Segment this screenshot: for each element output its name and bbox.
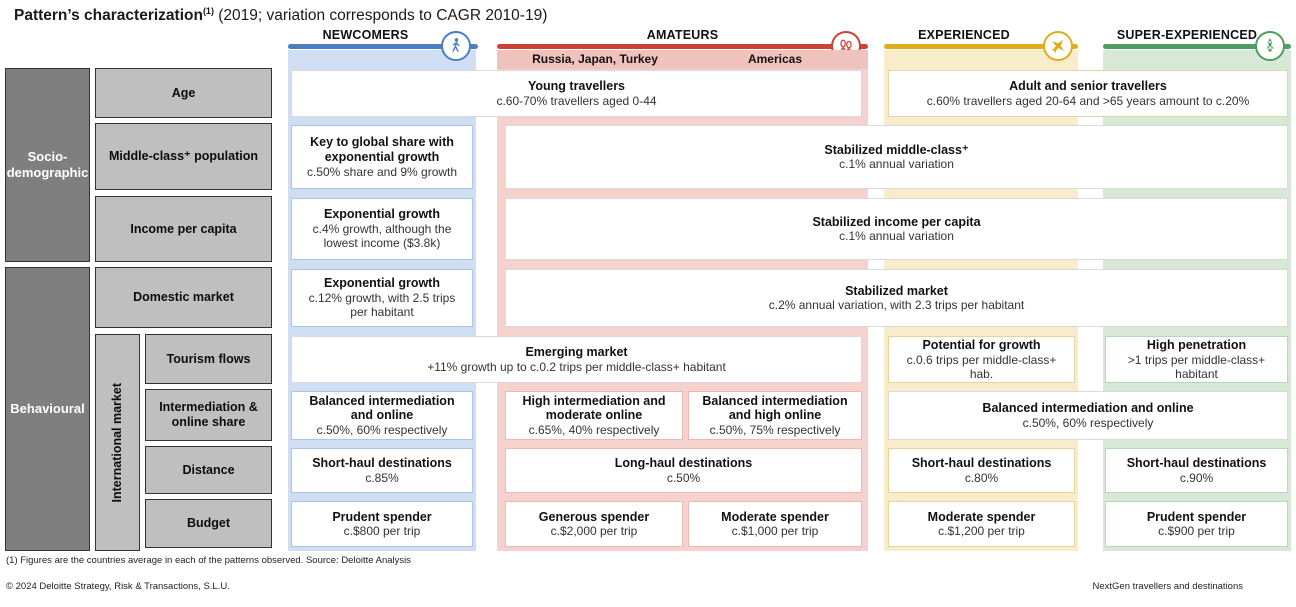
cell-tourism-newcomers-amateurs [291, 336, 862, 383]
cell-sub: c.$1,200 per trip [938, 524, 1025, 539]
cell-title: Short-haul destinations [1126, 456, 1267, 471]
column-header-newcomers: NEWCOMERS [322, 28, 409, 42]
cell-title: Moderate spender [721, 509, 829, 524]
row-label-income-per-capita: Income per capita [95, 196, 272, 262]
row-label-international-market [95, 334, 140, 551]
cell-income-newcomers [291, 198, 473, 260]
cell-intermediation-experienced-super [888, 391, 1288, 440]
cell-sub: c.1% annual variation [839, 229, 954, 244]
row-group-behavioural: Behavioural [5, 267, 90, 551]
cell-sub: c.2% annual variation, with 2.3 trips per habitant [768, 298, 1025, 313]
cell-sub: c.80% [964, 470, 999, 485]
cell-age-newcomers-amateurs [291, 70, 862, 117]
cell-title: Young travellers [527, 79, 626, 94]
title-main: Pattern’s characterization [14, 7, 203, 25]
row-label-budget: Budget [145, 499, 272, 548]
cell-title: Short-haul destinations [312, 456, 452, 471]
rocket-icon [1255, 31, 1285, 61]
cell-title: Exponential growth [324, 276, 440, 291]
cell-sub: c.50% [666, 470, 701, 485]
row-label-domestic-market: Domestic market [95, 267, 272, 328]
cell-title: Generous spender [538, 509, 650, 524]
cell-title: Exponential growth [324, 207, 440, 222]
cell-intermediation-newcomers [291, 391, 473, 440]
amateurs-subgroup-russia-japan-turkey: Russia, Japan, Turkey [532, 52, 658, 66]
cell-sub: c.$2,000 per trip [550, 524, 638, 539]
cell-sub: c.65%, 40% respectively [528, 423, 660, 438]
cell-title: Balanced intermediation and online [309, 393, 455, 423]
cell-title: High penetration [1146, 337, 1247, 352]
cell-distance-amateurs [505, 448, 862, 493]
column-header-amateurs: AMATEURS [646, 28, 719, 42]
footer-report-title: NextGen travellers and destinations [1092, 581, 1243, 592]
cell-title: Stabilized income per capita [812, 214, 981, 229]
row-label-tourism-flows: Tourism flows [145, 334, 272, 384]
international-market-vertical-text: International market [110, 382, 124, 503]
cell-sub: c.$1,000 per trip [731, 524, 819, 539]
row-label-distance: Distance [145, 446, 272, 494]
row-label-age: Age [95, 68, 272, 118]
cell-budget-amateurs-rjt [505, 501, 683, 547]
cell-title: Stabilized market [845, 283, 948, 298]
cell-budget-super [1105, 501, 1288, 547]
cell-title: Key to global share with exponential growth [310, 135, 454, 164]
cell-budget-newcomers [291, 501, 473, 547]
cell-sub: c.50% share and 9% growth [306, 164, 458, 179]
cell-title: Emerging market [525, 345, 628, 360]
cell-tourism-experienced [888, 336, 1075, 383]
cell-title: Balanced intermediation and online [982, 401, 1194, 416]
cell-sub: c.85% [365, 470, 399, 485]
walker-icon [441, 31, 471, 61]
cell-middleclass-rest [505, 125, 1288, 189]
cell-budget-amateurs-americas [688, 501, 862, 547]
footnote: (1) Figures are the countries average in each of the patterns observed. Source: Deloitte Analysis [6, 555, 412, 566]
cell-title: Prudent spender [1146, 509, 1247, 524]
cell-sub: c.12% growth, with 2.5 trips per habitant [308, 291, 456, 320]
plane-icon [1043, 31, 1073, 61]
column-header-experienced: EXPERIENCED [918, 28, 1010, 42]
cell-title: Adult and senior travellers [1009, 79, 1167, 94]
cell-title: Potential for growth [922, 337, 1041, 352]
cell-sub: c.50%, 60% respectively [1022, 415, 1154, 430]
cell-sub: c.60-70% travellers aged 0-44 [496, 93, 657, 108]
cell-title: Prudent spender [332, 509, 432, 524]
cell-distance-super [1105, 448, 1288, 493]
cell-domestic-rest [505, 269, 1288, 327]
cell-distance-newcomers [291, 448, 473, 493]
cell-age-experienced-super [888, 70, 1288, 117]
footer-copyright: © 2024 Deloitte Strategy, Risk & Transactions, S.L.U. [6, 581, 230, 592]
cell-sub: c.60% travellers aged 20-64 and >65 years amount to c.20% [926, 93, 1250, 108]
cell-sub: c.90% [1179, 470, 1214, 485]
cell-title: Short-haul destinations [911, 456, 1052, 471]
page-title [14, 6, 547, 25]
row-group-socio-demographic: Socio-demographic [5, 68, 90, 262]
amateurs-accent-bar [497, 44, 868, 49]
cell-intermediation-amateurs-americas [688, 391, 862, 440]
column-header-super-experienced: SUPER-EXPERIENCED [1116, 28, 1258, 42]
cell-title: High intermediation and moderate online [522, 393, 666, 423]
cell-budget-experienced [888, 501, 1075, 547]
cell-sub: c.$900 per trip [1158, 524, 1235, 539]
cell-sub: c.50%, 60% respectively [316, 423, 448, 438]
amateurs-subgroup-americas: Americas [747, 52, 803, 66]
cell-middleclass-newcomers [291, 125, 473, 189]
cell-tourism-super [1105, 336, 1288, 383]
title-subtitle: (2019; variation corresponds to CAGR 2010-19) [213, 7, 548, 25]
cell-sub: c.4% growth, although the lowest income ($3.8k) [312, 222, 452, 251]
row-label-intermediation-online-share: Intermediation & online share [145, 389, 272, 441]
cell-title: Stabilized middle-class⁺ [824, 142, 969, 157]
cell-distance-experienced [888, 448, 1075, 493]
row-label-middle-class-population: Middle-class⁺ population [95, 123, 272, 190]
cell-sub: c.1% annual variation [839, 157, 954, 172]
cell-intermediation-amateurs-rjt [505, 391, 683, 440]
cell-income-rest [505, 198, 1288, 260]
cell-sub: c.50%, 75% respectively [709, 423, 841, 438]
cell-sub: >1 trips per middle-class+ habitant [1127, 352, 1266, 381]
cell-sub: c.$800 per trip [343, 524, 421, 539]
cell-sub: c.0.6 trips per middle-class+ hab. [906, 352, 1057, 381]
cell-domestic-newcomers [291, 269, 473, 327]
cell-title: Balanced intermediation and high online [702, 393, 848, 423]
cell-title: Long-haul destinations [614, 456, 753, 471]
cell-sub: +11% growth up to c.0.2 trips per middle-class+ habitant [427, 359, 726, 374]
title-footnote-ref: (1) [202, 6, 214, 16]
cell-title: Moderate spender [927, 509, 1036, 524]
